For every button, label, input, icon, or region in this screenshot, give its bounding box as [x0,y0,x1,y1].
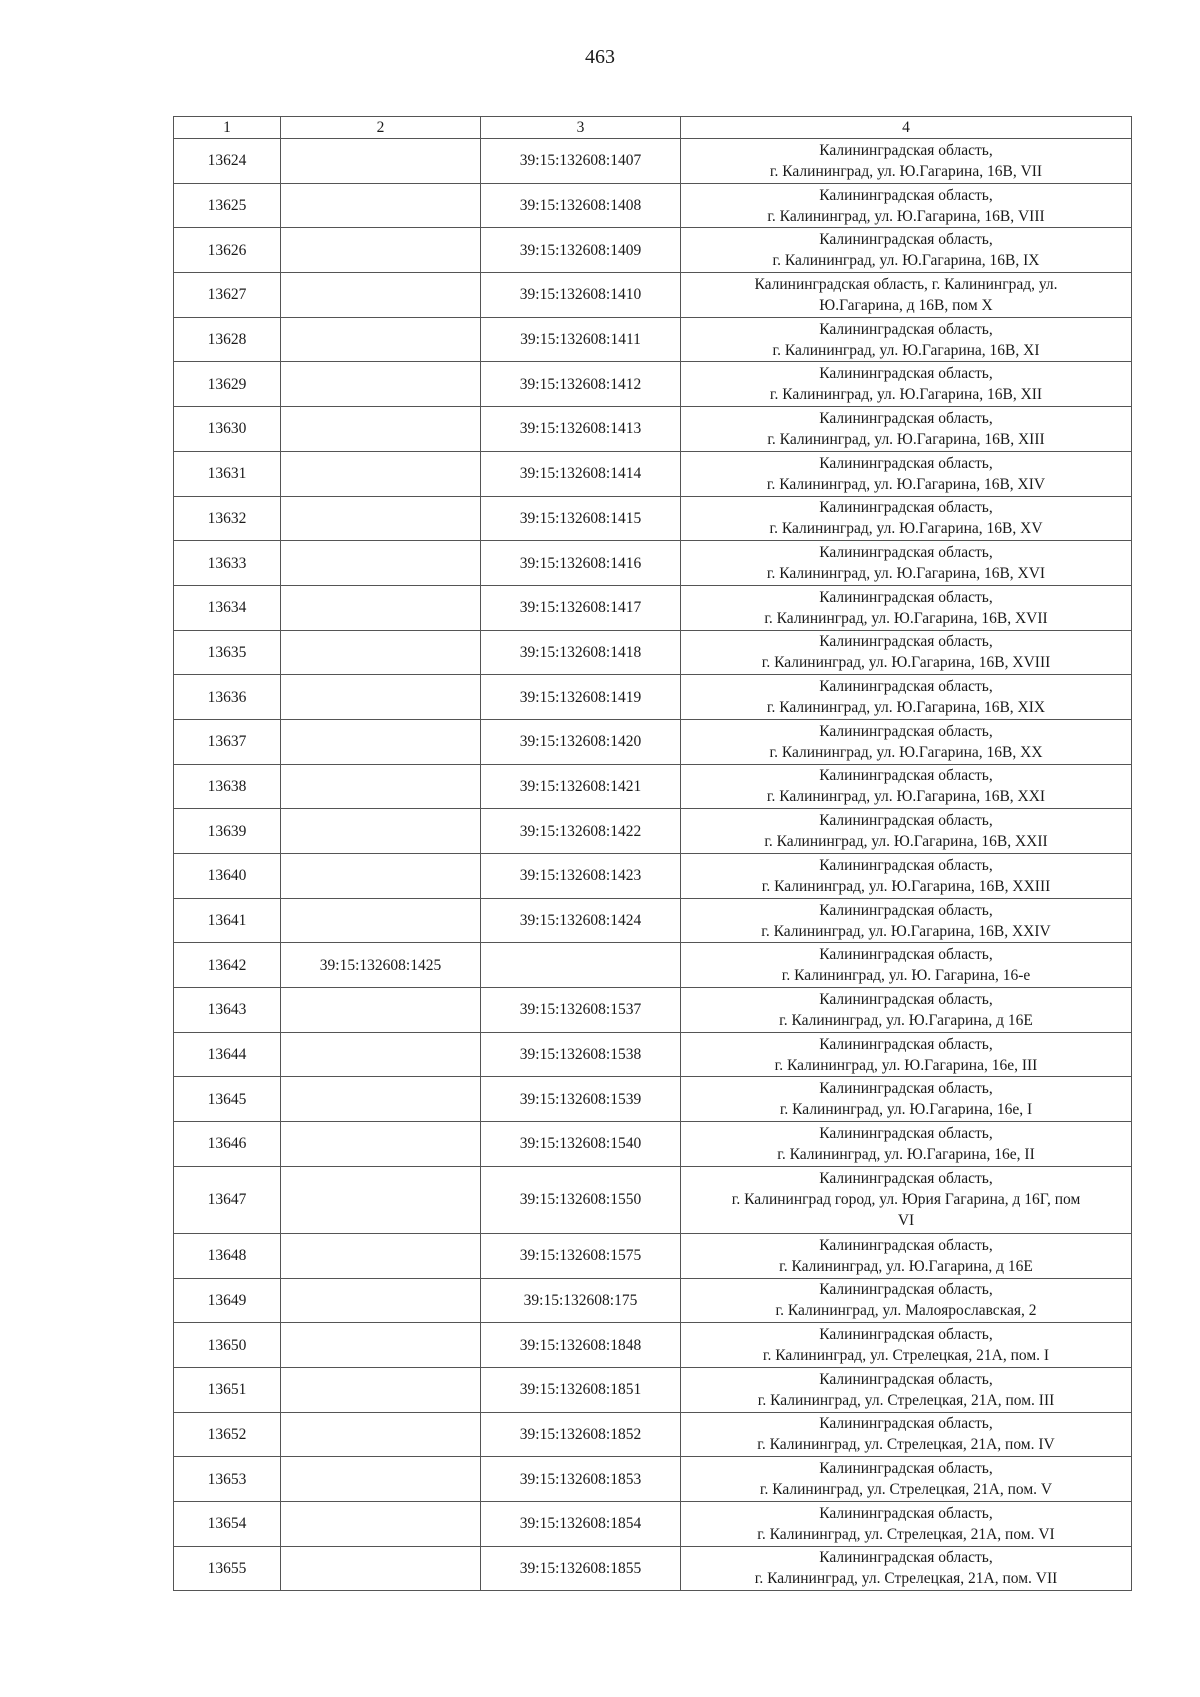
table-row [174,854,1132,899]
page-number: 463 [585,46,615,68]
cadastral-number-cell-2 [281,1457,481,1502]
row-number-cell: 13640 [174,854,281,899]
address-cell [681,943,1132,988]
address-line: Калининградская область, [819,141,993,159]
cadastral-number-cell-3: 39:15:132608:1420 [481,719,681,764]
table-row [174,1457,1132,1502]
cadastral-number-cell-2 [281,362,481,407]
table-row [174,496,1132,541]
table-row [174,273,1132,318]
table-row [174,451,1132,496]
address-cell [681,228,1132,273]
cadastral-number-cell-3: 39:15:132608:1413 [481,407,681,452]
table-row [174,1233,1132,1278]
row-number-cell: 13629 [174,362,281,407]
table-body [174,139,1132,1591]
address-line: Калининградская область, [819,990,993,1008]
address-line: г. Калининград, ул. Стрелецкая, 21А, пом. VI [757,1525,1055,1543]
cadastral-number-cell-2 [281,988,481,1033]
cadastral-number-cell-3: 39:15:132608:1424 [481,898,681,943]
address-line: г. Калининград, ул. Ю.Гагарина, 16В, XVI [766,565,1046,583]
address-line: Калининградская область, [819,454,993,472]
address-line: г. Калининград, ул. Ю.Гагарина, 16е, III [774,1056,1038,1074]
address-cell [681,1233,1132,1278]
cadastral-number-cell-2 [281,1077,481,1122]
address-cell [681,630,1132,675]
address-line: г. Калининград, ул. Ю.Гагарина, 16В, IX [772,252,1040,270]
column-header-3: 3 [481,117,681,139]
registry-table [173,116,1132,1591]
address-line: г. Калининград, ул. Ю.Гагарина, 16В, VII [769,162,1043,180]
cadastral-number-cell-2 [281,451,481,496]
cadastral-number-cell-2 [281,1546,481,1591]
cadastral-number-cell-2 [281,630,481,675]
address-line: г. Калининград, ул. Ю.Гагарина, 16е, I [779,1101,1033,1119]
address-cell [681,1457,1132,1502]
cadastral-number-cell-3: 39:15:132608:1538 [481,1032,681,1077]
address-cell [681,1166,1132,1233]
table-row [174,1546,1132,1591]
cadastral-number-cell-3: 39:15:132608:175 [481,1278,681,1323]
column-header-2: 2 [281,117,481,139]
cadastral-number-cell-2 [281,719,481,764]
cadastral-number-cell-3: 39:15:132608:1419 [481,675,681,720]
address-cell [681,451,1132,496]
address-line: г. Калининград, ул. Малоярославская, 2 [775,1302,1037,1320]
row-number-cell: 13648 [174,1233,281,1278]
address-line: г. Калининград, ул. Ю.Гагарина, 16В, XX [769,743,1043,761]
row-number-cell: 13651 [174,1367,281,1412]
address-cell [681,1077,1132,1122]
cadastral-number-cell-3: 39:15:132608:1537 [481,988,681,1033]
address-line: Калининградская область, [819,722,993,740]
address-line: г. Калининград, ул. Ю.Гагарина, 16В, XXI [766,788,1046,806]
row-number-cell: 13635 [174,630,281,675]
table-row [174,809,1132,854]
row-number-cell: 13646 [174,1122,281,1167]
cadastral-number-cell-3: 39:15:132608:1418 [481,630,681,675]
address-cell [681,854,1132,899]
address-cell [681,496,1132,541]
address-line: г. Калининград, ул. Ю.Гагарина, 16В, XVIII [761,654,1051,672]
row-number-cell: 13643 [174,988,281,1033]
cadastral-number-cell-3: 39:15:132608:1575 [481,1233,681,1278]
address-line: г. Калининград, ул. Ю.Гагарина, 16В, XI [772,341,1040,359]
table-row [174,988,1132,1033]
address-line: VI [897,1212,915,1230]
cadastral-number-cell-3: 39:15:132608:1423 [481,854,681,899]
cadastral-number-cell-2 [281,1501,481,1546]
row-number-cell: 13625 [174,183,281,228]
cadastral-number-cell-2 [281,317,481,362]
address-line: Калининградская область, [819,1281,993,1299]
cadastral-number-cell-3: 39:15:132608:1411 [481,317,681,362]
table-row [174,1122,1132,1167]
address-line: г. Калининград, ул. Стрелецкая, 21А, пом. III [757,1391,1055,1409]
cadastral-number-cell-3: 39:15:132608:1417 [481,585,681,630]
cadastral-number-cell-2 [281,764,481,809]
cadastral-number-cell-3: 39:15:132608:1539 [481,1077,681,1122]
address-cell [681,1546,1132,1591]
table-row [174,764,1132,809]
address-cell [681,541,1132,586]
row-number-cell: 13654 [174,1501,281,1546]
table-row [174,139,1132,184]
address-cell [681,183,1132,228]
cadastral-number-cell-3: 39:15:132608:1550 [481,1166,681,1233]
address-line: г. Калининград, ул. Ю.Гагарина, 16е, II [777,1145,1035,1163]
cadastral-number-cell-2 [281,1166,481,1233]
cadastral-number-cell-2: 39:15:132608:1425 [281,943,481,988]
address-cell [681,764,1132,809]
address-line: г. Калининград, ул. Стрелецкая, 21А, пом. IV [757,1436,1055,1454]
address-line: Калининградская область, [819,544,993,562]
table-row [174,719,1132,764]
table-row [174,943,1132,988]
row-number-cell: 13645 [174,1077,281,1122]
cadastral-number-cell-2 [281,139,481,184]
address-line: Калининградская область, [819,856,993,874]
address-line: Калининградская область, [819,1549,993,1567]
cadastral-number-cell-3: 39:15:132608:1409 [481,228,681,273]
cadastral-number-cell-3: 39:15:132608:1852 [481,1412,681,1457]
address-line: Калининградская область, [819,633,993,651]
address-line: г. Калининград, ул. Стрелецкая, 21А, пом. V [759,1481,1053,1499]
table-row [174,407,1132,452]
cadastral-number-cell-2 [281,1032,481,1077]
cadastral-number-cell-3: 39:15:132608:1412 [481,362,681,407]
row-number-cell: 13631 [174,451,281,496]
cadastral-number-cell-2 [281,1367,481,1412]
table-row [174,630,1132,675]
address-cell [681,1412,1132,1457]
table-row [174,1412,1132,1457]
cadastral-number-cell-2 [281,228,481,273]
cadastral-number-cell-2 [281,1233,481,1278]
cadastral-number-cell-2 [281,1412,481,1457]
cadastral-number-cell-2 [281,183,481,228]
cadastral-number-cell-2 [281,1278,481,1323]
row-number-cell: 13653 [174,1457,281,1502]
table-row [174,1278,1132,1323]
address-line: Калининградская область, [819,767,993,785]
address-line: Калининградская область, [819,1080,993,1098]
cadastral-number-cell-2 [281,809,481,854]
cadastral-number-cell-2 [281,585,481,630]
row-number-cell: 13634 [174,585,281,630]
cadastral-number-cell-3: 39:15:132608:1855 [481,1546,681,1591]
row-number-cell: 13627 [174,273,281,318]
cadastral-number-cell-3: 39:15:132608:1851 [481,1367,681,1412]
address-cell [681,1122,1132,1167]
cadastral-number-cell-3: 39:15:132608:1848 [481,1323,681,1368]
address-cell [681,585,1132,630]
cadastral-number-cell-2 [281,1323,481,1368]
address-cell [681,719,1132,764]
address-line: г. Калининград, ул. Ю.Гагарина, 16В, XIV [766,475,1046,493]
address-line: Калининградская область, [819,588,993,606]
cadastral-number-cell-3 [481,943,681,988]
address-cell [681,675,1132,720]
address-line: Калининградская область, [819,1326,993,1344]
table-row [174,317,1132,362]
address-line: Калининградская область, [819,1124,993,1142]
address-line: г. Калининград, ул. Ю.Гагарина, 16В, XIX [766,699,1046,717]
row-number-cell: 13628 [174,317,281,362]
address-cell [681,1501,1132,1546]
row-number-cell: 13624 [174,139,281,184]
address-cell [681,407,1132,452]
address-cell [681,988,1132,1033]
table-row [174,585,1132,630]
cadastral-number-cell-2 [281,854,481,899]
cadastral-number-cell-3: 39:15:132608:1414 [481,451,681,496]
address-line: г. Калининград, ул. Стрелецкая, 21А, пом. I [762,1347,1050,1365]
address-line: Калининградская область, [819,946,993,964]
address-line: Калининградская область, [819,499,993,517]
column-header-4: 4 [681,117,1132,139]
address-cell [681,139,1132,184]
address-line: г. Калининград, ул. Ю.Гагарина, 16В, XIII [767,430,1045,448]
table-row [174,1166,1132,1233]
column-header-1: 1 [174,117,281,139]
row-number-cell: 13626 [174,228,281,273]
address-line: г. Калининград, ул. Ю.Гагарина, д 16Е [779,1257,1033,1275]
address-line: Калининградская область, [819,409,993,427]
cadastral-number-cell-3: 39:15:132608:1407 [481,139,681,184]
address-cell [681,1278,1132,1323]
address-line: г. Калининград, ул. Ю.Гагарина, 16В, XV [769,520,1043,538]
address-cell [681,362,1132,407]
table-row [174,228,1132,273]
cadastral-number-cell-3: 39:15:132608:1854 [481,1501,681,1546]
table-row [174,541,1132,586]
header-row [174,117,1132,139]
cadastral-number-cell-2 [281,1122,481,1167]
table-row [174,1032,1132,1077]
table-row [174,183,1132,228]
cadastral-number-cell-2 [281,273,481,318]
address-line: г. Калининград, ул. Ю.Гагарина, 16В, XVII [764,609,1048,627]
row-number-cell: 13649 [174,1278,281,1323]
cadastral-number-cell-2 [281,541,481,586]
cadastral-number-cell-2 [281,898,481,943]
table-row [174,1367,1132,1412]
row-number-cell: 13633 [174,541,281,586]
row-number-cell: 13638 [174,764,281,809]
address-line: Калининградская область, [819,812,993,830]
table-row [174,1077,1132,1122]
address-line: г. Калининград, ул. Ю.Гагарина, 16В, XXIII [761,877,1051,895]
cadastral-number-cell-2 [281,675,481,720]
cadastral-number-cell-3: 39:15:132608:1410 [481,273,681,318]
cadastral-number-cell-3: 39:15:132608:1421 [481,764,681,809]
row-number-cell: 13630 [174,407,281,452]
table-row [174,1501,1132,1546]
cadastral-number-cell-3: 39:15:132608:1540 [481,1122,681,1167]
row-number-cell: 13650 [174,1323,281,1368]
address-line: Калининградская область, [819,186,993,204]
cadastral-number-cell-3: 39:15:132608:1853 [481,1457,681,1502]
address-line: Калининградская область, [819,1415,993,1433]
cadastral-number-cell-3: 39:15:132608:1408 [481,183,681,228]
row-number-cell: 13647 [174,1166,281,1233]
address-line: Калининградская область, [819,678,993,696]
row-number-cell: 13644 [174,1032,281,1077]
address-line: г. Калининград, ул. Ю.Гагарина, 16В, XXIV [761,922,1051,940]
row-number-cell: 13639 [174,809,281,854]
cadastral-number-cell-2 [281,496,481,541]
address-line: Калининградская область, [819,1504,993,1522]
address-line: г. Калининград, ул. Стрелецкая, 21А, пом. VII [754,1570,1058,1588]
address-line: г. Калининград, ул. Ю.Гагарина, 16В, XII [769,386,1043,404]
address-line: г. Калининград, ул. Ю.Гагарина, д 16Е [779,1011,1033,1029]
cadastral-number-cell-3: 39:15:132608:1415 [481,496,681,541]
address-line: Калининградская область, [819,1236,993,1254]
address-cell [681,317,1132,362]
row-number-cell: 13655 [174,1546,281,1591]
row-number-cell: 13632 [174,496,281,541]
row-number-cell: 13641 [174,898,281,943]
address-cell [681,1032,1132,1077]
address-cell [681,809,1132,854]
row-number-cell: 13637 [174,719,281,764]
table-row [174,898,1132,943]
address-line: Калининградская область, [819,901,993,919]
address-cell [681,1367,1132,1412]
cadastral-number-cell-3: 39:15:132608:1416 [481,541,681,586]
cadastral-number-cell-3: 39:15:132608:1422 [481,809,681,854]
address-line: г. Калининград, ул. Ю.Гагарина, 16В, VIII [767,207,1045,225]
row-number-cell: 13652 [174,1412,281,1457]
address-line: г. Калининград город, ул. Юрия Гагарина, д 16Г, пом [731,1191,1081,1209]
address-cell [681,898,1132,943]
table-row [174,1323,1132,1368]
address-line: Калининградская область, [819,231,993,249]
row-number-cell: 13642 [174,943,281,988]
row-number-cell: 13636 [174,675,281,720]
address-line: г. Калининград, ул. Ю. Гагарина, 16-е [781,967,1031,985]
address-line: Калининградская область, [819,1035,993,1053]
address-line: Ю.Гагарина, д 16В, пом X [819,296,993,314]
address-cell [681,1323,1132,1368]
address-line: Калининградская область, [819,320,993,338]
address-line: Калининградская область, г. Калининград, ул. [754,275,1058,293]
address-line: Калининградская область, [819,1170,993,1188]
address-line: Калининградская область, [819,1370,993,1388]
address-line: Калининградская область, [819,365,993,383]
table-row [174,362,1132,407]
address-cell [681,273,1132,318]
address-line: Калининградская область, [819,1460,993,1478]
table-row [174,675,1132,720]
cadastral-number-cell-2 [281,407,481,452]
address-line: г. Калининград, ул. Ю.Гагарина, 16В, XXII [764,833,1048,851]
